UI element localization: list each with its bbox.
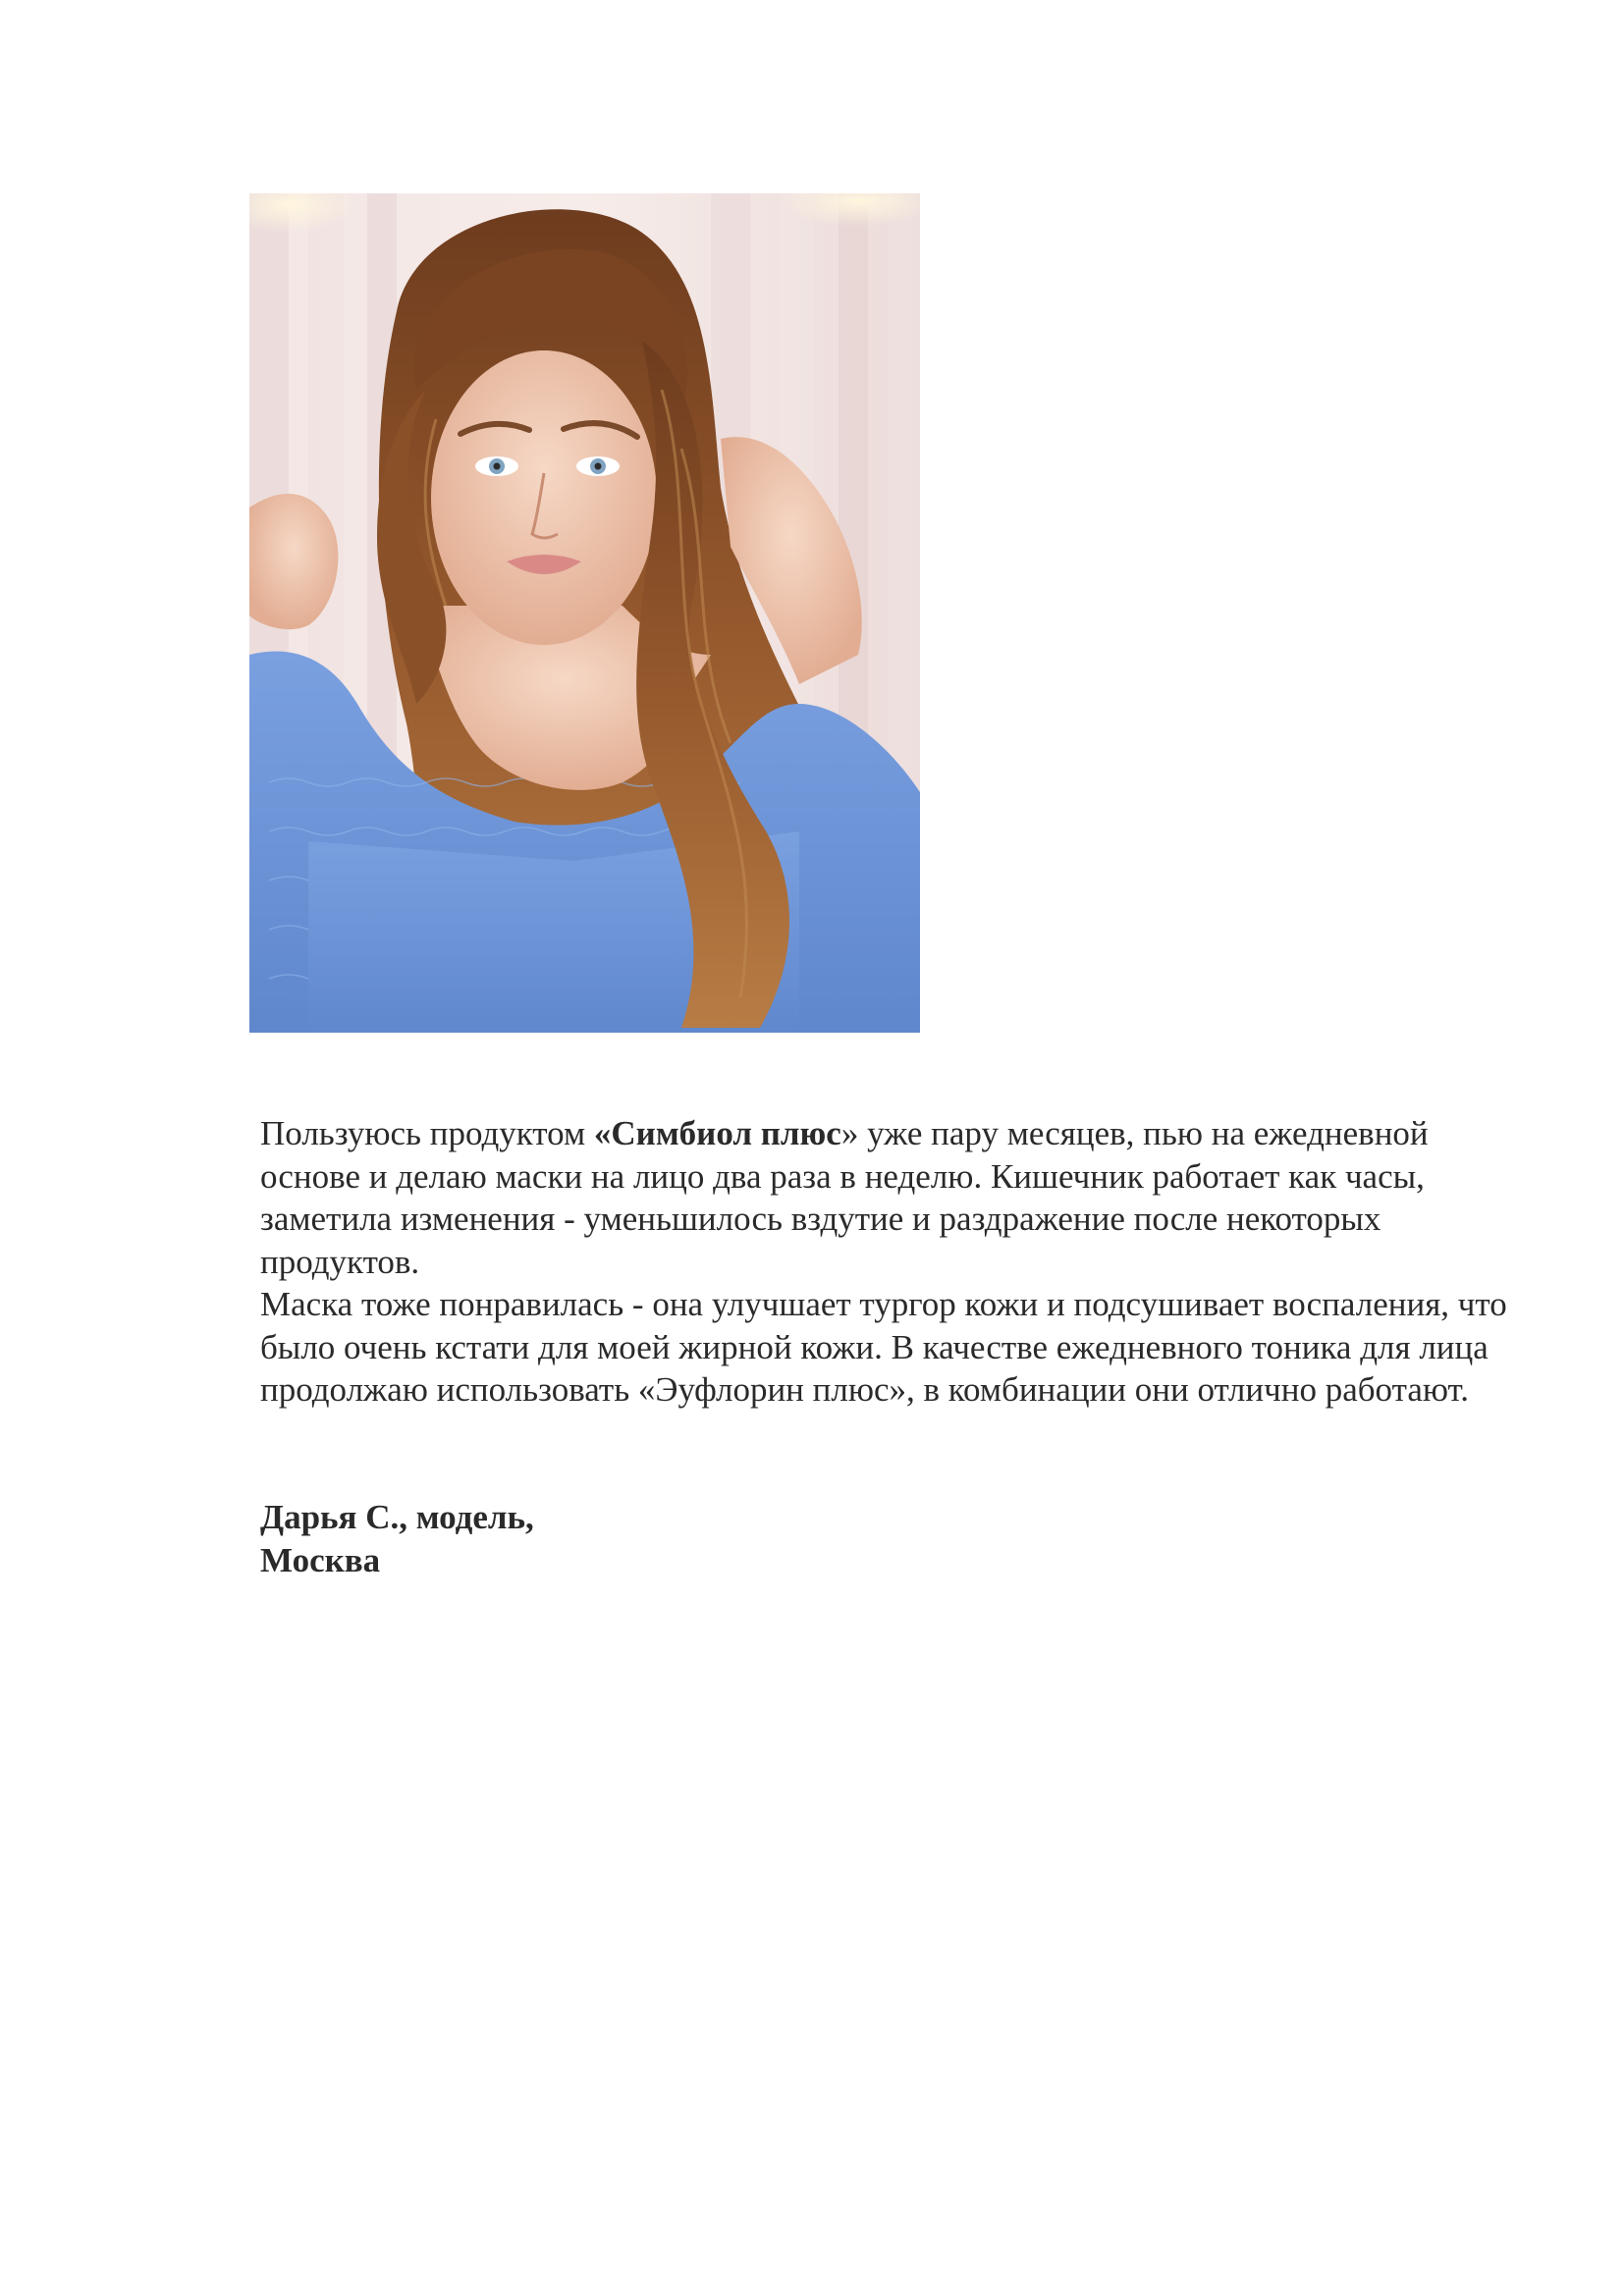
testimonial-paragraph-2: Маска тоже понравилась - она улучшает тургор кожи и подсушивает воспаления, что было очень кстати для моей жирной кожи. В качестве ежедневного тоника для лица продолжаю использовать «Эуфлорин плюс», в комбинации они отлично работают. [260, 1285, 1507, 1409]
face [431, 350, 657, 645]
author-signature [260, 1496, 534, 1581]
portrait-photo [249, 193, 920, 1033]
paragraph-1-body: » уже пару месяцев, пью на ежедневной основе и делаю маски на лицо два раза в неделю. Кишечник работает как часы, заметила изменения - уменьшилось вздутие и раздражение после некоторых продуктов. [260, 1114, 1429, 1281]
testimonial-text [260, 1112, 1517, 1412]
product-name-symbiol: «Симбиол плюс [593, 1114, 841, 1152]
paragraph-1-intro: Пользуюсь продуктом [260, 1114, 594, 1152]
author-name-role: Дарья С., модель, [260, 1498, 534, 1536]
portrait-illustration [249, 193, 920, 1033]
author-city: Москва [260, 1540, 381, 1579]
testimonial-paragraph-1 [260, 1112, 1517, 1283]
